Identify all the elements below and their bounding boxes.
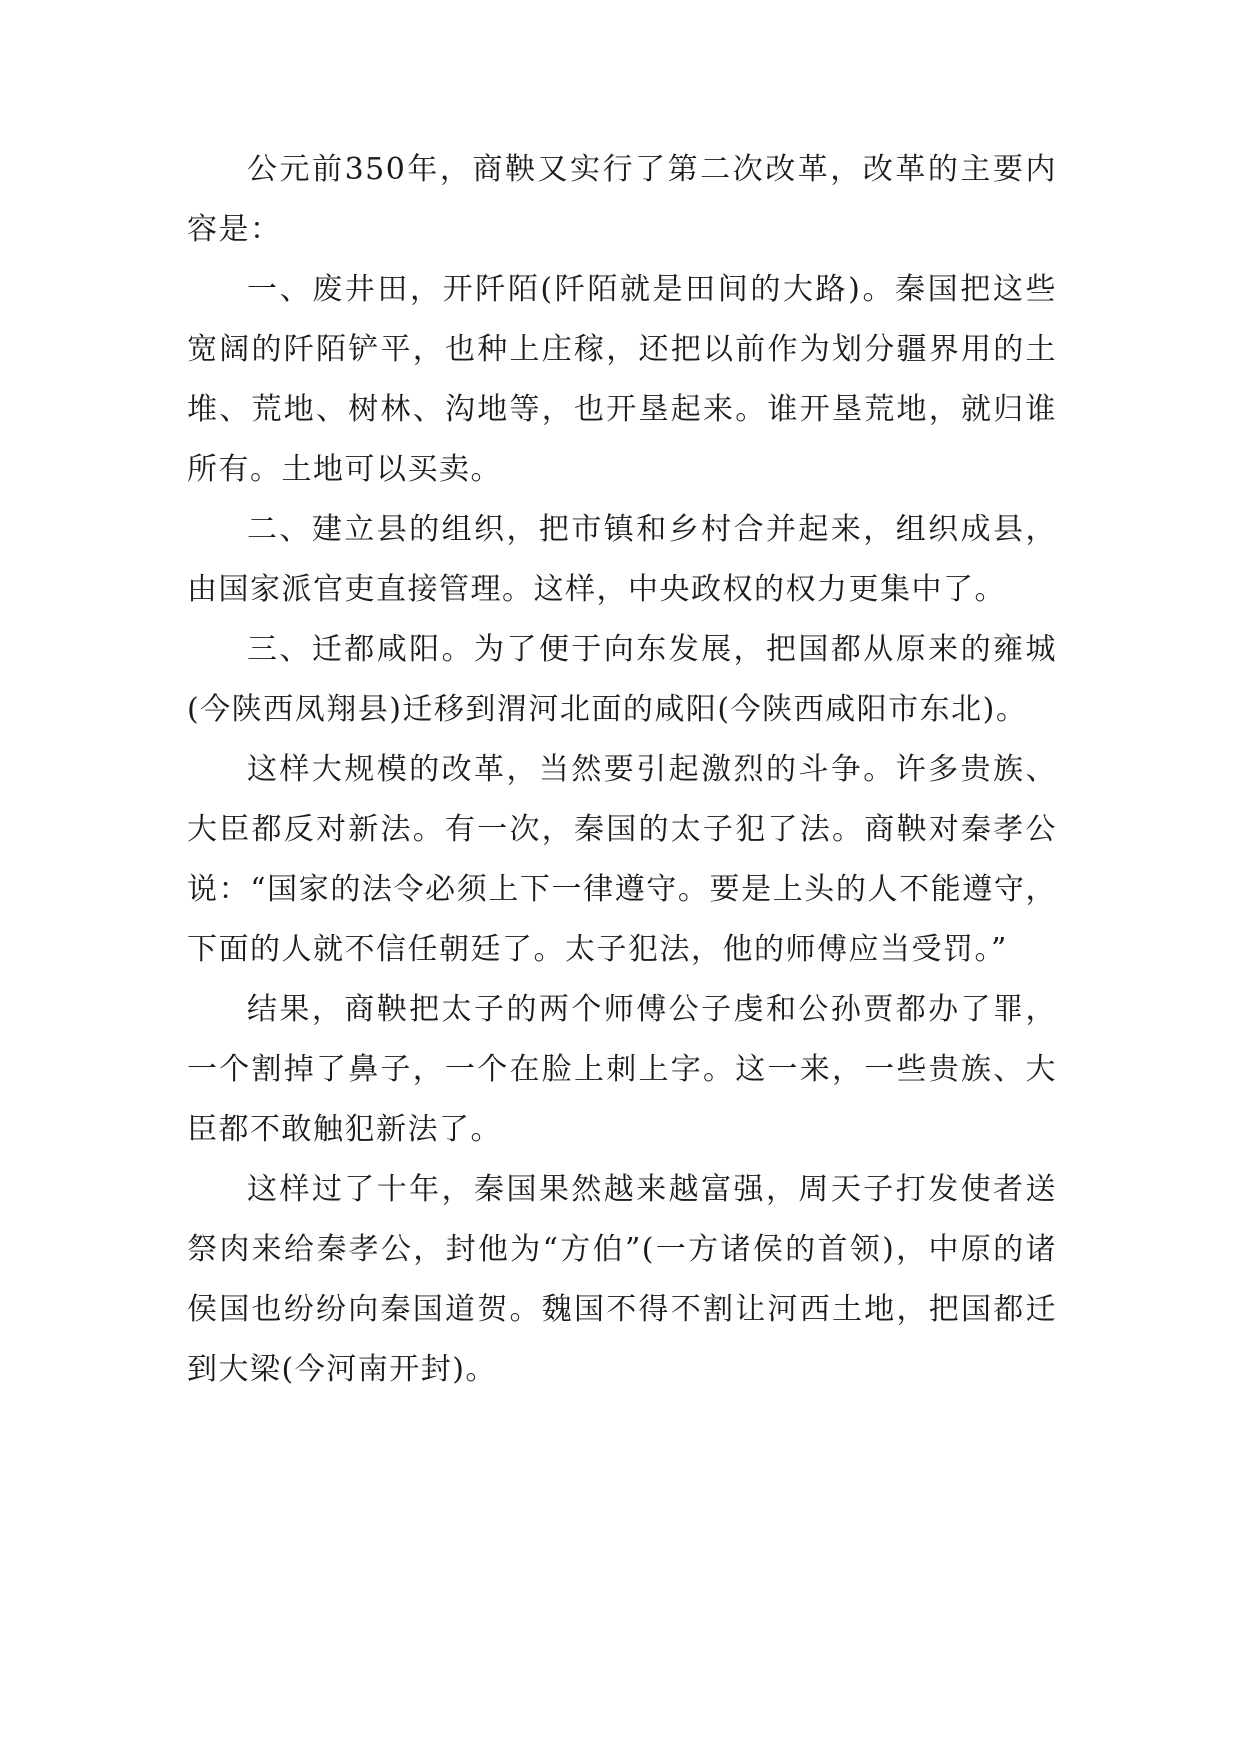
paragraph-second-reform-intro: 公元前350年，商鞅又实行了第二次改革，改革的主要内容是： — [187, 152, 1057, 247]
paragraph-tutors-punished: 结果，商鞅把太子的两个师傅公子虔和公孙贾都办了罪，一个割掉了鼻子，一个在脸上刺上字。这一来，一些贵族、大臣都不敢触犯新法了。 — [187, 992, 1057, 1147]
paragraph-crown-prince-offense: 这样大规模的改革，当然要引起激烈的斗争。许多贵族、大臣都反对新法。有一次，秦国的太子犯了法。商鞅对秦孝公说：“国家的法令必须上下一律遵守。要是上头的人不能遵守，下面的人就不信任朝廷了。太子犯法，他的师傅应当受罚。” — [187, 752, 1057, 967]
paragraph-qin-prosperity: 这样过了十年，秦国果然越来越富强，周天子打发使者送祭肉来给秦孝公，封他为“方伯”(一方诸侯的首领)，中原的诸侯国也纷纷向秦国道贺。魏国不得不割让河西土地，把国都迁到大梁(今河南开封)。 — [187, 1172, 1057, 1387]
paragraph-county-system: 二、建立县的组织，把市镇和乡村合并起来，组织成县，由国家派官吏直接管理。这样，中央政权的权力更集中了。 — [187, 512, 1057, 607]
paragraph-move-capital: 三、迁都咸阳。为了便于向东发展，把国都从原来的雍城(今陕西凤翔县)迁移到渭河北面的咸阳(今陕西咸阳市东北)。 — [187, 632, 1057, 727]
paragraph-abolish-jingtian: 一、废井田，开阡陌(阡陌就是田间的大路)。秦国把这些宽阔的阡陌铲平，也种上庄稼，还把以前作为划分疆界用的土堆、荒地、树林、沟地等，也开垦起来。谁开垦荒地，就归谁所有。土地可以买卖。 — [187, 272, 1057, 487]
document-body — [187, 140, 1057, 1400]
